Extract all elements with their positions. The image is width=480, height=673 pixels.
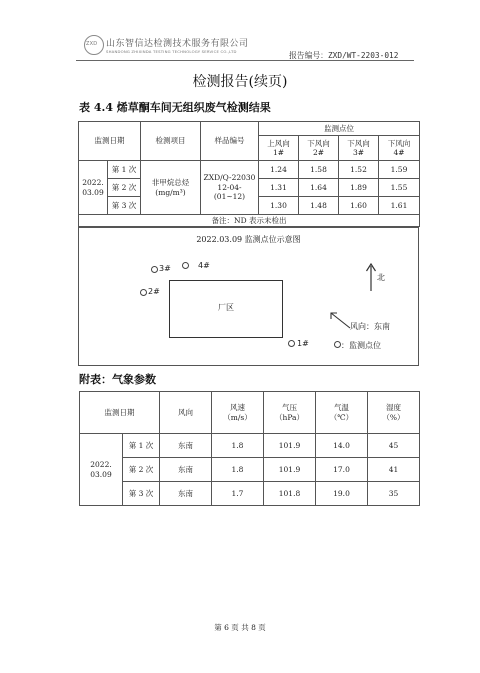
header-temp: 气温 （℃） — [316, 392, 368, 434]
header-humidity: 湿度 （%） — [368, 392, 420, 434]
point-4-marker-icon — [182, 262, 189, 269]
table-row — [80, 458, 420, 482]
point-2-marker-icon — [140, 289, 147, 296]
legend-label: ：监测点位 — [341, 341, 381, 350]
value-cell: 1.58 — [299, 161, 339, 179]
value-cell: 1.30 — [259, 197, 299, 215]
sample-cell: ZXD/Q-22030 12-04- (01~12) — [201, 161, 259, 215]
wind-speed-cell: 1.7 — [212, 482, 264, 506]
row-label: 第 2 次 — [123, 458, 160, 482]
value-cell: 1.59 — [379, 161, 420, 179]
header-point-3: 下风向 3# — [339, 136, 379, 161]
logo-text: ZXD — [86, 41, 98, 47]
point-3-label: 3# — [159, 264, 171, 273]
row-label: 第 3 次 — [108, 197, 141, 215]
point-1-marker-icon — [288, 340, 295, 347]
header-point-4: 下风向 4# — [379, 136, 420, 161]
value-cell: 1.24 — [259, 161, 299, 179]
item-cell: 非甲烷总烃 (mg/m³) — [141, 161, 201, 215]
humidity-cell: 35 — [368, 482, 420, 506]
value-cell: 1.55 — [379, 179, 420, 197]
wind-dir-cell: 东南 — [160, 458, 212, 482]
north-arrow-icon — [365, 262, 377, 292]
date-cell: 2022. 03.09 — [80, 434, 123, 506]
point-1-label: 1# — [297, 339, 309, 348]
value-cell: 1.60 — [339, 197, 379, 215]
pressure-cell: 101.9 — [264, 458, 316, 482]
weather-parameters-table — [79, 391, 420, 506]
temp-cell: 19.0 — [316, 482, 368, 506]
header-date: 监测日期 — [79, 122, 141, 161]
row-label: 第 2 次 — [108, 179, 141, 197]
header-sample-no: 样品编号 — [201, 122, 259, 161]
humidity-cell: 45 — [368, 434, 420, 458]
value-cell: 1.64 — [299, 179, 339, 197]
header-points: 监测点位 — [259, 122, 420, 136]
row-label: 第 3 次 — [123, 482, 160, 506]
emission-results-table — [78, 121, 420, 227]
temp-cell: 14.0 — [316, 434, 368, 458]
header-item: 检测项目 — [141, 122, 201, 161]
header-wind-speed: 风速 （m/s） — [212, 392, 264, 434]
wind-dir-cell: 东南 — [160, 434, 212, 458]
plant-label: 厂区 — [218, 303, 234, 312]
temp-cell: 17.0 — [316, 458, 368, 482]
north-label: 北 — [377, 273, 385, 282]
header-point-1: 上风向 1# — [259, 136, 299, 161]
legend-marker-icon — [334, 341, 341, 348]
wind-speed-cell: 1.8 — [212, 434, 264, 458]
wind-speed-cell: 1.8 — [212, 458, 264, 482]
wind-dir-cell: 东南 — [160, 482, 212, 506]
value-cell: 1.48 — [299, 197, 339, 215]
header-rule — [76, 60, 414, 61]
header-pressure: 气压 （hPa） — [264, 392, 316, 434]
value-cell: 1.61 — [379, 197, 420, 215]
wind-direction-arrow-icon — [328, 310, 352, 330]
row-label: 第 1 次 — [123, 434, 160, 458]
table1-note: 备注：ND 表示未检出 — [79, 215, 420, 227]
date-cell: 2022. 03.09 — [79, 161, 108, 215]
header-point-2: 下风向 2# — [299, 136, 339, 161]
header-date: 监测日期 — [80, 392, 160, 434]
pressure-cell: 101.9 — [264, 434, 316, 458]
page-footer: 第 6 页 共 8 页 — [214, 623, 266, 632]
header-wind-dir: 风向 — [160, 392, 212, 434]
point-3-marker-icon — [151, 266, 158, 273]
wind-direction-label: 风向：东南 — [350, 322, 390, 331]
company-name-en: SHANDONG ZHIXINDA TESTING TECHNOLOGY SERVICE CO.,LTD — [106, 49, 237, 54]
table-row — [80, 434, 420, 458]
row-label: 第 1 次 — [108, 161, 141, 179]
table1-title: 表 4.4 烯草酮车间无组织废气检测结果 — [79, 101, 271, 114]
point-2-label: 2# — [148, 287, 160, 296]
company-name-cn: 山东智信达检测技术服务有限公司 — [106, 39, 249, 49]
humidity-cell: 41 — [368, 458, 420, 482]
page-title: 检测报告(续页) — [192, 74, 288, 90]
table-row — [79, 161, 420, 179]
appendix-title: 附表：气象参数 — [79, 373, 156, 386]
value-cell: 1.52 — [339, 161, 379, 179]
point-4-label: 4# — [198, 261, 210, 270]
report-number: 报告编号：ZXD/WT-2203-012 — [289, 51, 399, 60]
table-row — [80, 482, 420, 506]
value-cell: 1.31 — [259, 179, 299, 197]
diagram-title: 2022.03.09 监测点位示意图 — [196, 235, 301, 244]
value-cell: 1.89 — [339, 179, 379, 197]
pressure-cell: 101.8 — [264, 482, 316, 506]
